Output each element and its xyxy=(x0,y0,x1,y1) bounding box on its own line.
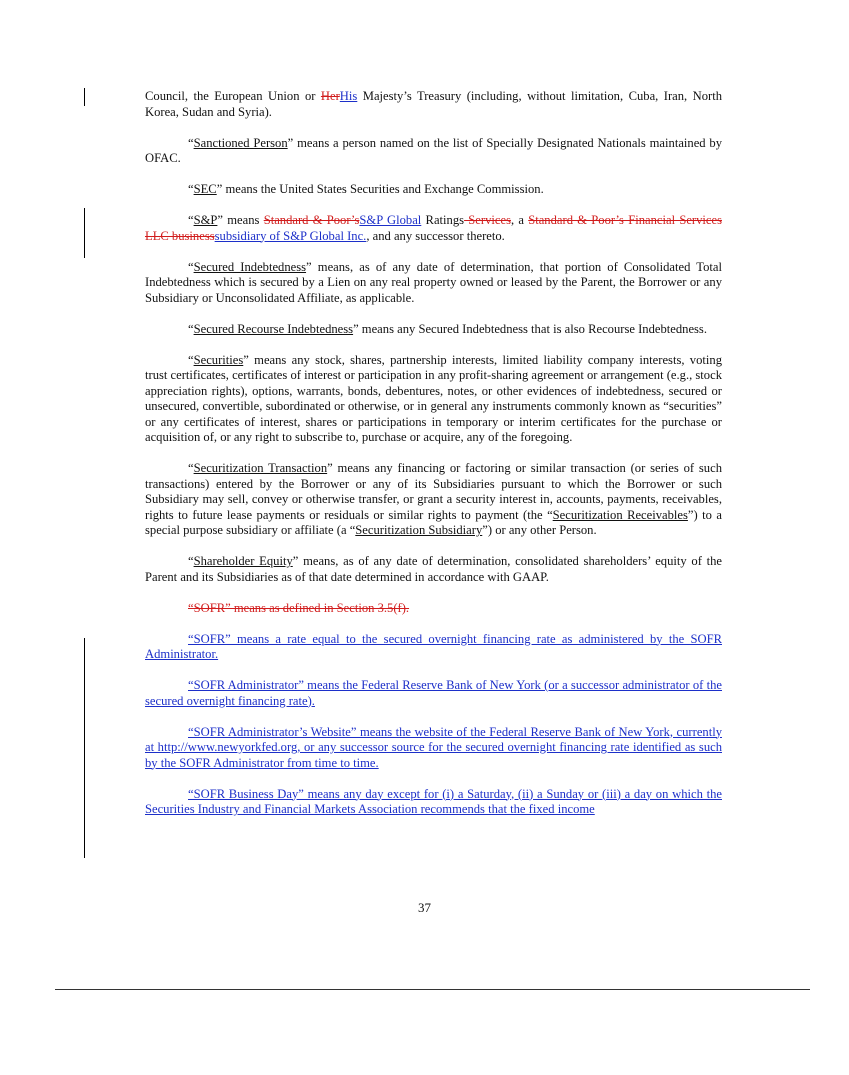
inserted-text: subsidiary of S&P Global Inc. xyxy=(214,228,367,243)
definition-sanctioned-person: “Sanctioned Person” means a person named on the list of Specially Designated Nationals maintained by OFAC. xyxy=(145,135,722,165)
inserted-text: “SOFR Business Day” means any day except for (i) a Saturday, (ii) a Sunday or (iii) a day on which the Securities Industry and Financial Markets Association recommends that the fixed income xyxy=(145,786,722,816)
definition-sofr xyxy=(145,632,722,663)
definition-sofr-administrator xyxy=(145,678,722,709)
deleted-text: Services xyxy=(464,213,511,227)
defined-term: Securitization Transaction xyxy=(193,461,328,475)
defined-term: S&P xyxy=(193,213,218,227)
definition-sofr-deleted xyxy=(145,601,722,617)
paragraph-sanctions-continued: Council, the European Union or HerHis Majesty’s Treasury (including, without limitation, Cuba, Iran, North Korea, Sudan and Syria). xyxy=(145,89,723,119)
footer-rule xyxy=(55,989,810,990)
inserted-text: S&P Global xyxy=(359,213,422,227)
definition-securitization-transaction: “Securitization Transaction” means any financing or factoring or similar transaction (or series of such transactions) entered by the Borrower or any of its Subsidiaries pursuant to which the Borrower or such Subsidiary may sell, convey or otherwise transfer, or grant a security interest in, accounts, payments, receivables, rights to future lease payments or residuals or similar rights to payment (the “Securitization Receivables”) to a special purpose subsidiary or affiliate (a “Securitization Subsidiary”) or any other Person. xyxy=(145,461,723,537)
defined-term: Shareholder Equity xyxy=(193,554,293,568)
defined-term: Securities xyxy=(193,352,244,367)
definition-securities: “Securities” means any stock, shares, partnership interests, limited liability company interests, voting trust certificates, certificates of interest or participation in any profit-sharing agreement or arrangement (e.g., stock appreciation rights), options, warrants, bonds, debentures, notes, or other evidences of indebtedness, secured or unsecured, convertible, subordinated or otherwise, or in general any instruments commonly known as “securities” or any certificates of interest, shares or participations in temporary or interim certificates for the purchase or acquisition of, or any right to subscribe to, purchase or acquire, any of the foregoing. xyxy=(145,352,722,444)
change-bar xyxy=(84,208,85,258)
inserted-text: “SOFR Administrator’s Website” means the website of the Federal Reserve Bank of New York, currently at http://www.newyorkfed.org, or any successor source for the secured overnight financing rate identified as such by the SOFR Administrator from time to time. xyxy=(145,724,722,770)
body-text xyxy=(145,89,722,833)
definition-shareholder-equity: “Shareholder Equity” means, as of any date of determination, consolidated shareholders’ equity of the Parent and its Subsidiaries as of that date determined in accordance with GAAP. xyxy=(145,554,722,584)
defined-term: Securitization Receivables xyxy=(552,507,688,522)
inserted-text: His xyxy=(339,89,358,103)
inserted-text: “SOFR” means a rate equal to the secured overnight financing rate as administered by the SOFR Administrator. xyxy=(145,631,722,661)
definition-sp: “S&P” means Standard & Poor’sS&P Global Ratings Services, a Standard & Poor’s Financial Services LLC businesssubsidiary of S&P Global Inc., and any successor thereto. xyxy=(145,213,722,243)
defined-term: Sanctioned Person xyxy=(193,135,288,150)
defined-term: Securitization Subsidiary xyxy=(355,523,483,537)
defined-term: Secured Recourse Indebtedness xyxy=(193,321,354,336)
definition-sofr-business-day xyxy=(145,787,722,818)
definition-secured-recourse-indebtedness: “Secured Recourse Indebtedness” means any Secured Indebtedness that is also Recourse Indebtedness. xyxy=(188,321,707,336)
inserted-text: “SOFR Administrator” means the Federal Reserve Bank of New York (or a successor administrator of the secured overnight financing rate). xyxy=(145,678,722,708)
deleted-text: Standard & Poor’s Financial Services LLC business xyxy=(145,213,722,243)
defined-term: SEC xyxy=(193,182,217,196)
deleted-text: Her xyxy=(320,89,340,103)
deleted-text: “SOFR” means as defined in Section 3.5(f). xyxy=(188,600,410,615)
definition-sofr-administrator-website xyxy=(145,725,722,772)
definition-sec: “SEC” means the United States Securities and Exchange Commission. xyxy=(188,182,544,196)
defined-term: Secured Indebtedness xyxy=(193,259,307,274)
change-bar xyxy=(84,638,85,858)
definition-secured-indebtedness: “Secured Indebtedness” means, as of any date of determination, that portion of Consolidated Total Indebtedness which is secured by a Lien on any real property owned or leased by the Parent, the Borrower or any Subsidiary or Unconsolidated Affiliate, as applicable. xyxy=(145,259,722,305)
deleted-text: Standard & Poor’s xyxy=(263,213,360,227)
page-number: 37 xyxy=(418,900,431,915)
change-bar xyxy=(84,88,85,106)
